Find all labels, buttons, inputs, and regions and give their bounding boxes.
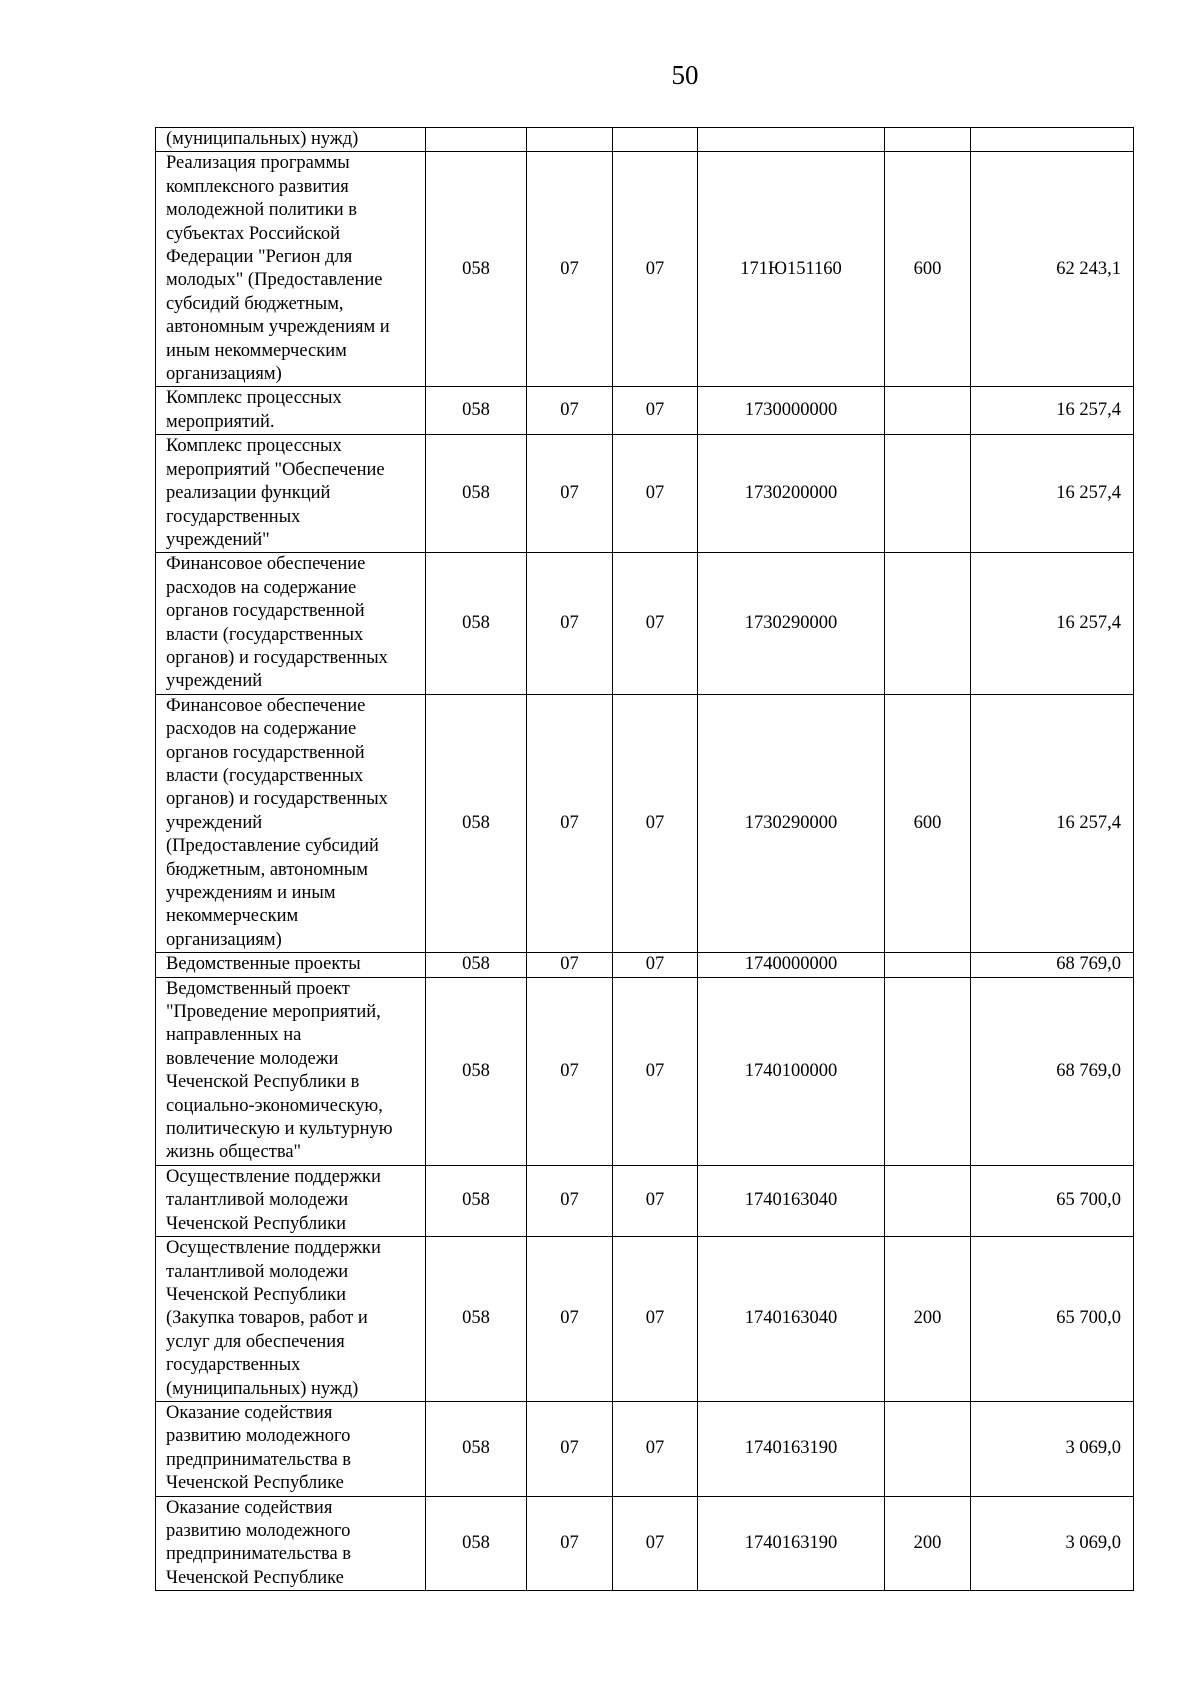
cell-gr: 058 bbox=[426, 1237, 527, 1402]
cell-description bbox=[156, 977, 426, 1165]
cell-gr: 058 bbox=[426, 953, 527, 977]
table-row bbox=[156, 1237, 1134, 1402]
description-line: расходов на содержание bbox=[166, 577, 357, 598]
cell-vr bbox=[885, 387, 971, 435]
cell-vr bbox=[885, 553, 971, 694]
description-line: Комплекс процессных bbox=[166, 388, 342, 409]
cell-rz: 07 bbox=[527, 152, 613, 387]
description-line: автономным учреждениям и bbox=[166, 317, 390, 338]
description-line: субъектах Российской bbox=[166, 223, 341, 244]
description-line: направленных на bbox=[166, 1025, 302, 1046]
description-line: (муниципальных) нужд) bbox=[166, 129, 359, 149]
description-line: Осуществление поддержки bbox=[166, 1166, 381, 1187]
table-row bbox=[156, 953, 1134, 977]
table-row bbox=[156, 152, 1134, 387]
cell-pr: 07 bbox=[613, 977, 698, 1165]
table-row bbox=[156, 1165, 1134, 1236]
cell-csr: 1740163190 bbox=[698, 1401, 885, 1496]
table-row bbox=[156, 553, 1134, 694]
description-line: жизнь общества" bbox=[166, 1142, 302, 1163]
table-row bbox=[156, 1496, 1134, 1591]
table-row bbox=[156, 387, 1134, 435]
cell-description bbox=[156, 128, 426, 152]
cell-vr: 600 bbox=[885, 152, 971, 387]
cell-gr: 058 bbox=[426, 553, 527, 694]
table-row bbox=[156, 128, 1134, 152]
cell-description bbox=[156, 1165, 426, 1236]
cell-pr bbox=[613, 128, 698, 152]
cell-sum: 16 257,4 bbox=[971, 553, 1134, 694]
cell-vr bbox=[885, 977, 971, 1165]
description-line: "Проведение мероприятий, bbox=[166, 1002, 381, 1023]
cell-rz: 07 bbox=[527, 1401, 613, 1496]
cell-rz: 07 bbox=[527, 953, 613, 977]
description-line: Ведомственные проекты bbox=[166, 954, 361, 975]
cell-rz: 07 bbox=[527, 1237, 613, 1402]
description-line: вовлечение молодежи bbox=[166, 1048, 339, 1069]
cell-pr: 07 bbox=[613, 435, 698, 553]
cell-gr: 058 bbox=[426, 1496, 527, 1591]
cell-csr: 1730200000 bbox=[698, 435, 885, 553]
cell-vr bbox=[885, 953, 971, 977]
cell-csr: 1740163190 bbox=[698, 1496, 885, 1591]
cell-gr: 058 bbox=[426, 435, 527, 553]
cell-description bbox=[156, 387, 426, 435]
description-line: государственных bbox=[166, 1355, 301, 1376]
cell-sum bbox=[971, 128, 1134, 152]
cell-csr bbox=[698, 128, 885, 152]
description-line: Чеченской Республике bbox=[166, 1567, 344, 1588]
cell-sum: 16 257,4 bbox=[971, 694, 1134, 952]
table-body bbox=[156, 128, 1134, 1591]
description-line: Чеченской Республики bbox=[166, 1284, 347, 1305]
cell-gr: 058 bbox=[426, 152, 527, 387]
description-line: Комплекс процессных bbox=[166, 436, 342, 457]
cell-csr: 1740100000 bbox=[698, 977, 885, 1165]
cell-gr: 058 bbox=[426, 387, 527, 435]
description-line: органов государственной bbox=[166, 742, 365, 763]
description-line: органов) и государственных bbox=[166, 789, 388, 810]
description-line: иным некоммерческим bbox=[166, 340, 347, 361]
cell-pr: 07 bbox=[613, 553, 698, 694]
description-line: государственных bbox=[166, 506, 301, 527]
description-line: Чеченской Республике bbox=[166, 1473, 344, 1494]
table-row bbox=[156, 435, 1134, 553]
cell-csr: 1740000000 bbox=[698, 953, 885, 977]
description-line: Федерации "Регион для bbox=[166, 247, 353, 268]
description-line: организациям) bbox=[166, 364, 282, 385]
cell-sum: 16 257,4 bbox=[971, 435, 1134, 553]
cell-csr: 1730000000 bbox=[698, 387, 885, 435]
cell-description bbox=[156, 694, 426, 952]
cell-sum: 65 700,0 bbox=[971, 1237, 1134, 1402]
table-row bbox=[156, 977, 1134, 1165]
cell-rz: 07 bbox=[527, 435, 613, 553]
description-line: (Закупка товаров, работ и bbox=[166, 1308, 368, 1329]
cell-csr: 1730290000 bbox=[698, 694, 885, 952]
description-line: талантливой молодежи bbox=[166, 1261, 349, 1282]
cell-pr: 07 bbox=[613, 387, 698, 435]
cell-rz: 07 bbox=[527, 1496, 613, 1591]
cell-description bbox=[156, 1401, 426, 1496]
cell-pr: 07 bbox=[613, 1401, 698, 1496]
description-line: власти (государственных bbox=[166, 765, 364, 786]
description-line: учреждений" bbox=[166, 529, 270, 550]
cell-gr: 058 bbox=[426, 977, 527, 1165]
cell-csr: 1740163040 bbox=[698, 1237, 885, 1402]
cell-description bbox=[156, 953, 426, 977]
cell-vr bbox=[885, 1401, 971, 1496]
cell-rz: 07 bbox=[527, 553, 613, 694]
description-line: развитию молодежного bbox=[166, 1520, 351, 1541]
cell-rz: 07 bbox=[527, 694, 613, 952]
cell-description bbox=[156, 553, 426, 694]
cell-vr: 600 bbox=[885, 694, 971, 952]
cell-pr: 07 bbox=[613, 152, 698, 387]
description-line: мероприятий "Обеспечение bbox=[166, 459, 385, 480]
description-line: некоммерческим bbox=[166, 906, 299, 927]
cell-sum: 62 243,1 bbox=[971, 152, 1134, 387]
cell-csr: 171Ю151160 bbox=[698, 152, 885, 387]
cell-sum: 3 069,0 bbox=[971, 1496, 1134, 1591]
cell-pr: 07 bbox=[613, 953, 698, 977]
page-number: 50 bbox=[671, 60, 699, 90]
cell-description bbox=[156, 435, 426, 553]
description-line: комплексного развития bbox=[166, 176, 349, 197]
cell-description bbox=[156, 152, 426, 387]
description-line: социально-экономическую, bbox=[166, 1095, 383, 1116]
description-line: учреждений bbox=[166, 812, 263, 833]
cell-gr: 058 bbox=[426, 1165, 527, 1236]
description-line: власти (государственных bbox=[166, 624, 364, 645]
description-line: органов) и государственных bbox=[166, 647, 388, 668]
cell-sum: 68 769,0 bbox=[971, 953, 1134, 977]
description-line: учреждений bbox=[166, 671, 263, 692]
description-line: учреждениям и иным bbox=[166, 883, 336, 903]
cell-gr: 058 bbox=[426, 1401, 527, 1496]
cell-vr bbox=[885, 128, 971, 152]
description-line: Осуществление поддержки bbox=[166, 1238, 381, 1259]
cell-csr: 1740163040 bbox=[698, 1165, 885, 1236]
description-line: талантливой молодежи bbox=[166, 1190, 349, 1211]
cell-description bbox=[156, 1237, 426, 1402]
description-line: услуг для обеспечения bbox=[166, 1331, 345, 1352]
description-line: органов государственной bbox=[166, 601, 365, 622]
description-line: (Предоставление субсидий bbox=[166, 836, 379, 857]
description-line: развитию молодежного bbox=[166, 1426, 351, 1447]
description-line: Финансовое обеспечение bbox=[166, 695, 366, 716]
table-row bbox=[156, 694, 1134, 952]
description-line: предпринимательства в bbox=[166, 1449, 352, 1470]
description-line: мероприятий. bbox=[166, 411, 275, 432]
budget-table bbox=[155, 127, 1134, 1591]
cell-pr: 07 bbox=[613, 1237, 698, 1402]
cell-rz bbox=[527, 128, 613, 152]
description-line: Ведомственный проект bbox=[166, 978, 350, 999]
description-line: Чеченской Республики bbox=[166, 1213, 347, 1234]
description-line: Оказание содействия bbox=[166, 1402, 333, 1423]
description-line: расходов на содержание bbox=[166, 719, 357, 740]
cell-sum: 3 069,0 bbox=[971, 1401, 1134, 1496]
description-line: (муниципальных) нужд) bbox=[166, 1378, 359, 1399]
cell-rz: 07 bbox=[527, 1165, 613, 1236]
description-line: реализации функций bbox=[166, 483, 331, 504]
description-line: Оказание содействия bbox=[166, 1497, 333, 1518]
description-line: политическую и культурную bbox=[166, 1119, 393, 1140]
cell-pr: 07 bbox=[613, 694, 698, 952]
cell-sum: 16 257,4 bbox=[971, 387, 1134, 435]
description-line: Финансовое обеспечение bbox=[166, 554, 366, 575]
description-line: бюджетным, автономным bbox=[166, 859, 368, 880]
cell-vr bbox=[885, 1165, 971, 1236]
table-row bbox=[156, 1401, 1134, 1496]
description-line: Реализация программы bbox=[166, 153, 350, 174]
cell-gr: 058 bbox=[426, 694, 527, 952]
cell-vr bbox=[885, 435, 971, 553]
cell-pr: 07 bbox=[613, 1496, 698, 1591]
cell-csr: 1730290000 bbox=[698, 553, 885, 694]
cell-description bbox=[156, 1496, 426, 1591]
description-line: предпринимательства в bbox=[166, 1544, 352, 1565]
cell-gr bbox=[426, 128, 527, 152]
description-line: молодежной политики в bbox=[166, 200, 358, 221]
cell-rz: 07 bbox=[527, 977, 613, 1165]
description-line: молодых" (Предоставление bbox=[166, 270, 383, 291]
cell-vr: 200 bbox=[885, 1496, 971, 1591]
description-line: Чеченской Республики в bbox=[166, 1072, 360, 1093]
description-line: организациям) bbox=[166, 929, 282, 950]
cell-rz: 07 bbox=[527, 387, 613, 435]
cell-vr: 200 bbox=[885, 1237, 971, 1402]
description-line: субсидий бюджетным, bbox=[166, 293, 344, 314]
cell-pr: 07 bbox=[613, 1165, 698, 1236]
cell-sum: 68 769,0 bbox=[971, 977, 1134, 1165]
cell-sum: 65 700,0 bbox=[971, 1165, 1134, 1236]
